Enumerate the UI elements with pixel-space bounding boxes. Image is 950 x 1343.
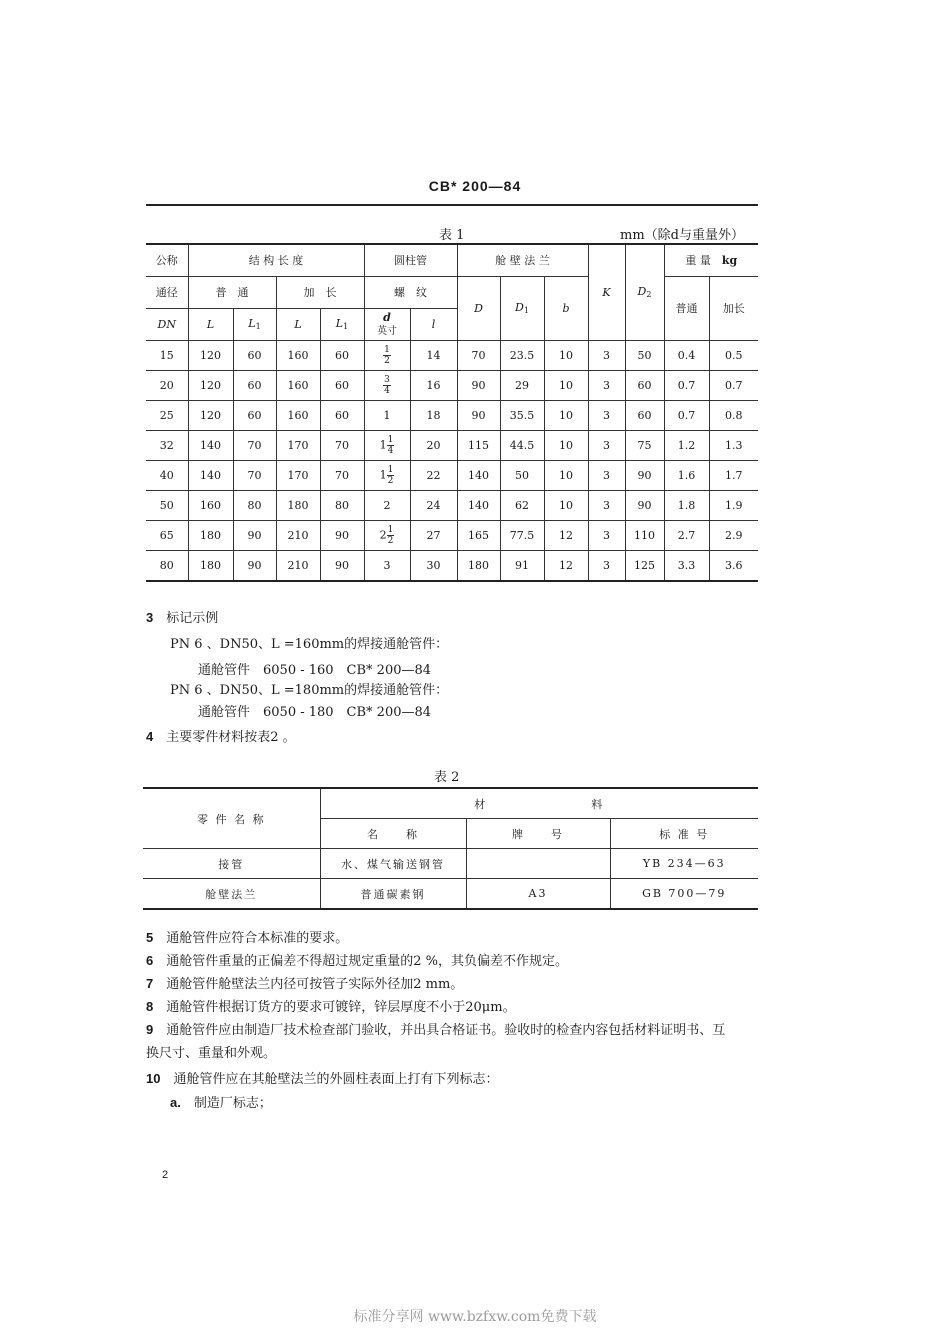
table1-cell-b: 10 [544,341,588,371]
table1-row [146,431,758,461]
table1-cell-LL1: 70 [320,431,364,461]
table1-cell-D1: 62 [500,491,544,521]
table1-cell-D2: 125 [625,551,664,582]
section3-example2-mark: 通舱管件 6050 - 180 CB* 200—84 [198,705,432,720]
th-w-long: 加长 [709,277,758,341]
table1-cell-LL1: 60 [320,401,364,431]
table1-cell-wn: 1.6 [664,461,709,491]
table1-cell-wn: 0.7 [664,401,709,431]
t2-cell: 接管 [143,849,320,879]
table1 [146,243,758,582]
table1-cell-D1: 29 [500,371,544,401]
table1-cell-D1: 77.5 [500,521,544,551]
table1-cell-LL: 160 [276,401,320,431]
table1-cell-LL: 170 [276,461,320,491]
th-w-normal: 普通 [664,277,709,341]
table1-cell-L1: 70 [233,461,276,491]
table1-cell-b: 10 [544,401,588,431]
table1-cell-wl: 3.6 [709,551,758,582]
item-10: 10 通舱管件应在其舱壁法兰的外圆柱表面上打有下列标志： [146,1071,499,1087]
table1-cell-l: 22 [410,461,457,491]
item-8: 8 通舱管件根据订货方的要求可镀锌，锌层厚度不小于20μm。 [146,999,516,1015]
item-5: 5 通舱管件应符合本标准的要求。 [146,930,349,946]
th-L1: $L_1$ [233,309,276,341]
table1-cell-L1: 60 [233,401,276,431]
table1-cell-K: 3 [588,341,625,371]
section3-example2-desc: PN 6 、DN50、L =180mm的焊接通舱管件： [170,683,449,698]
th-nominal-1: 公称 [146,244,188,277]
th-thread: 螺 纹 [364,277,457,309]
table1-cell-LL: 160 [276,371,320,401]
table1-cell-D1: 91 [500,551,544,582]
table1-cell-b: 12 [544,521,588,551]
table1-cell-L: 180 [188,551,233,582]
section3-heading: 3 标记示例 [146,610,219,626]
table1-cell-D2: 60 [625,401,664,431]
table1-row [146,341,758,371]
table1-cell-l: 18 [410,401,457,431]
table1-cell-dn: 40 [146,461,188,491]
item-9-cont: 换尺寸、重量和外观。 [146,1046,277,1061]
section3-example1-mark: 通舱管件 6050 - 160 CB* 200—84 [198,663,432,678]
th-L: L [188,309,233,341]
table1-cell-l: 16 [410,371,457,401]
item-6: 6 通舱管件重量的正偏差不得超过规定重量的2 %，其负偏差不作规定。 [146,953,569,969]
table1-cell-D2: 60 [625,371,664,401]
table2-caption: 表 2 [434,770,460,785]
table1-cell-D: 140 [457,461,500,491]
table1-cell-D: 115 [457,431,500,461]
table1-cell-wn: 1.2 [664,431,709,461]
table1-cell-l: 27 [410,521,457,551]
table1-cell-l: 30 [410,551,457,582]
th-long: 加 长 [276,277,364,309]
table1-cell-L1: 90 [233,551,276,582]
table1-cell-LL: 180 [276,491,320,521]
table1-cell-D: 165 [457,521,500,551]
item-9: 9 通舱管件应由制造厂技术检查部门验收，并出具合格证书。验收时的检查内容包括材料证明书、互 [146,1022,726,1038]
table1-cell-wl: 0.7 [709,371,758,401]
table1-cell-L1: 80 [233,491,276,521]
table1-cell-d: 1 $\frac{1}{2}$ [364,461,410,491]
t2-h-part: 零 件 名 称 [143,788,320,849]
table1-cell-wl: 0.8 [709,401,758,431]
table1-cell-LL: 210 [276,521,320,551]
table1-cell-L1: 70 [233,431,276,461]
table1-cell-D: 140 [457,491,500,521]
table1-cell-l: 14 [410,341,457,371]
table1-cell-L: 140 [188,461,233,491]
th-d: d 英寸 [364,309,410,341]
th-nominal-2: 通径 [146,277,188,309]
t2-h-std: 标 准 号 [610,819,758,849]
table1-cell-dn: 65 [146,521,188,551]
table1-cell-dn: 80 [146,551,188,582]
table1-cell-d: 1 [364,401,410,431]
table1-cell-K: 3 [588,521,625,551]
table1-cell-LL1: 90 [320,521,364,551]
table1-cell-wn: 3.3 [664,551,709,582]
table1-cell-b: 10 [544,371,588,401]
th-struct-length: 结 构 长 度 [188,244,364,277]
table1-cell-D: 70 [457,341,500,371]
table1-cell-d: 3 [364,551,410,582]
table1-cell-l: 20 [410,431,457,461]
section3-example1-desc: PN 6 、DN50、L =160mm的焊接通舱管件： [170,637,449,652]
table1-cell-D2: 90 [625,491,664,521]
th-pipe: 圆柱管 [364,244,457,277]
table1-cell-d: $\frac{1}{2}$ [364,341,410,371]
table2 [143,787,758,910]
section4: 4 主要零件材料按表2 。 [146,729,296,745]
table1-cell-K: 3 [588,491,625,521]
table1-cell-wn: 1.8 [664,491,709,521]
th-D2: $D_2$ [625,244,664,341]
t2-cell: A3 [466,879,610,910]
table1-cell-LL: 170 [276,431,320,461]
footer-watermark: 标准分享网 www.bzfxw.com免费下载 [353,1309,597,1325]
table1-cell-L: 160 [188,491,233,521]
table1-cell-L: 140 [188,431,233,461]
table1-cell-D2: 50 [625,341,664,371]
item-a: a. 制造厂标志； [170,1095,272,1111]
table1-cell-D2: 110 [625,521,664,551]
table1-cell-K: 3 [588,371,625,401]
th-l: l [410,309,457,341]
item-7: 7 通舱管件舱壁法兰内径可按管子实际外径加2 mm。 [146,976,464,992]
table1-cell-wn: 2.7 [664,521,709,551]
table1-caption: 表 1 [439,228,465,243]
table1-cell-LL1: 90 [320,551,364,582]
table1-row [146,521,758,551]
table1-cell-D1: 50 [500,461,544,491]
th-D: D [457,277,500,341]
table1-cell-LL1: 60 [320,371,364,401]
table1-cell-dn: 32 [146,431,188,461]
table1-cell-wl: 1.9 [709,491,758,521]
header-rule [146,204,758,206]
table1-cell-wn: 0.7 [664,371,709,401]
th-L-long: L [276,309,320,341]
table1-cell-dn: 25 [146,401,188,431]
table1-row [146,371,758,401]
t2-cell: GB 700—79 [610,879,758,910]
table1-cell-L1: 90 [233,521,276,551]
table1-cell-D1: 23.5 [500,341,544,371]
t2-h-grade: 牌 号 [466,819,610,849]
table1-cell-b: 10 [544,431,588,461]
table1-cell-D: 90 [457,371,500,401]
table1-row [146,491,758,521]
table1-cell-K: 3 [588,551,625,582]
table1-cell-dn: 15 [146,341,188,371]
table1-cell-d: 2 [364,491,410,521]
table1-cell-D1: 35.5 [500,401,544,431]
table1-cell-b: 10 [544,491,588,521]
table1-cell-D: 180 [457,551,500,582]
th-D1: $D_1$ [500,277,544,341]
table1-cell-wl: 0.5 [709,341,758,371]
table1-cell-K: 3 [588,401,625,431]
table1-cell-dn: 50 [146,491,188,521]
table1-cell-wn: 0.4 [664,341,709,371]
table1-row [146,401,758,431]
table1-cell-D2: 75 [625,431,664,461]
th-L1-long: $L_1$ [320,309,364,341]
th-flange: 舱 壁 法 兰 [457,244,588,277]
table1-cell-dn: 20 [146,371,188,401]
table1-cell-wl: 1.3 [709,431,758,461]
t2-cell [466,849,610,879]
t2-cell: YB 234—63 [610,849,758,879]
table1-cell-D: 90 [457,401,500,431]
t2-h-material: 材 料 [320,788,758,819]
table1-cell-L: 120 [188,401,233,431]
table1-cell-L1: 60 [233,341,276,371]
document-code: CB* 200—84 [428,178,522,194]
table1-cell-d: $\frac{3}{4}$ [364,371,410,401]
table1-cell-LL1: 70 [320,461,364,491]
th-dn: DN [146,309,188,341]
table1-cell-L: 120 [188,371,233,401]
table1-cell-L: 180 [188,521,233,551]
table1-cell-d: 2 $\frac{1}{2}$ [364,521,410,551]
table1-cell-LL1: 60 [320,341,364,371]
table1-cell-d: 1 $\frac{1}{4}$ [364,431,410,461]
table1-cell-wl: 1.7 [709,461,758,491]
table1-cell-LL1: 80 [320,491,364,521]
table1-row [146,461,758,491]
th-b: b [544,277,588,341]
th-weight: 重 量 kg [664,244,758,277]
th-K: K [588,244,625,341]
page-number: 2 [162,1169,169,1181]
t2-h-name: 名 称 [320,819,466,849]
table1-cell-wl: 2.9 [709,521,758,551]
table1-cell-b: 12 [544,551,588,582]
table1-cell-D2: 90 [625,461,664,491]
th-normal: 普 通 [188,277,276,309]
t2-cell: 普通碳素钢 [320,879,466,910]
table1-cell-b: 10 [544,461,588,491]
t2-cell: 水、煤气输送钢管 [320,849,466,879]
table1-cell-L1: 60 [233,371,276,401]
table1-row [146,551,758,582]
table1-cell-LL: 160 [276,341,320,371]
table1-cell-LL: 210 [276,551,320,582]
table1-cell-D1: 44.5 [500,431,544,461]
table1-cell-K: 3 [588,431,625,461]
table1-cell-L: 120 [188,341,233,371]
t2-cell: 舱壁法兰 [143,879,320,910]
table1-unit: mm（除d与重量外） [620,228,744,243]
table1-cell-K: 3 [588,461,625,491]
table1-cell-l: 24 [410,491,457,521]
